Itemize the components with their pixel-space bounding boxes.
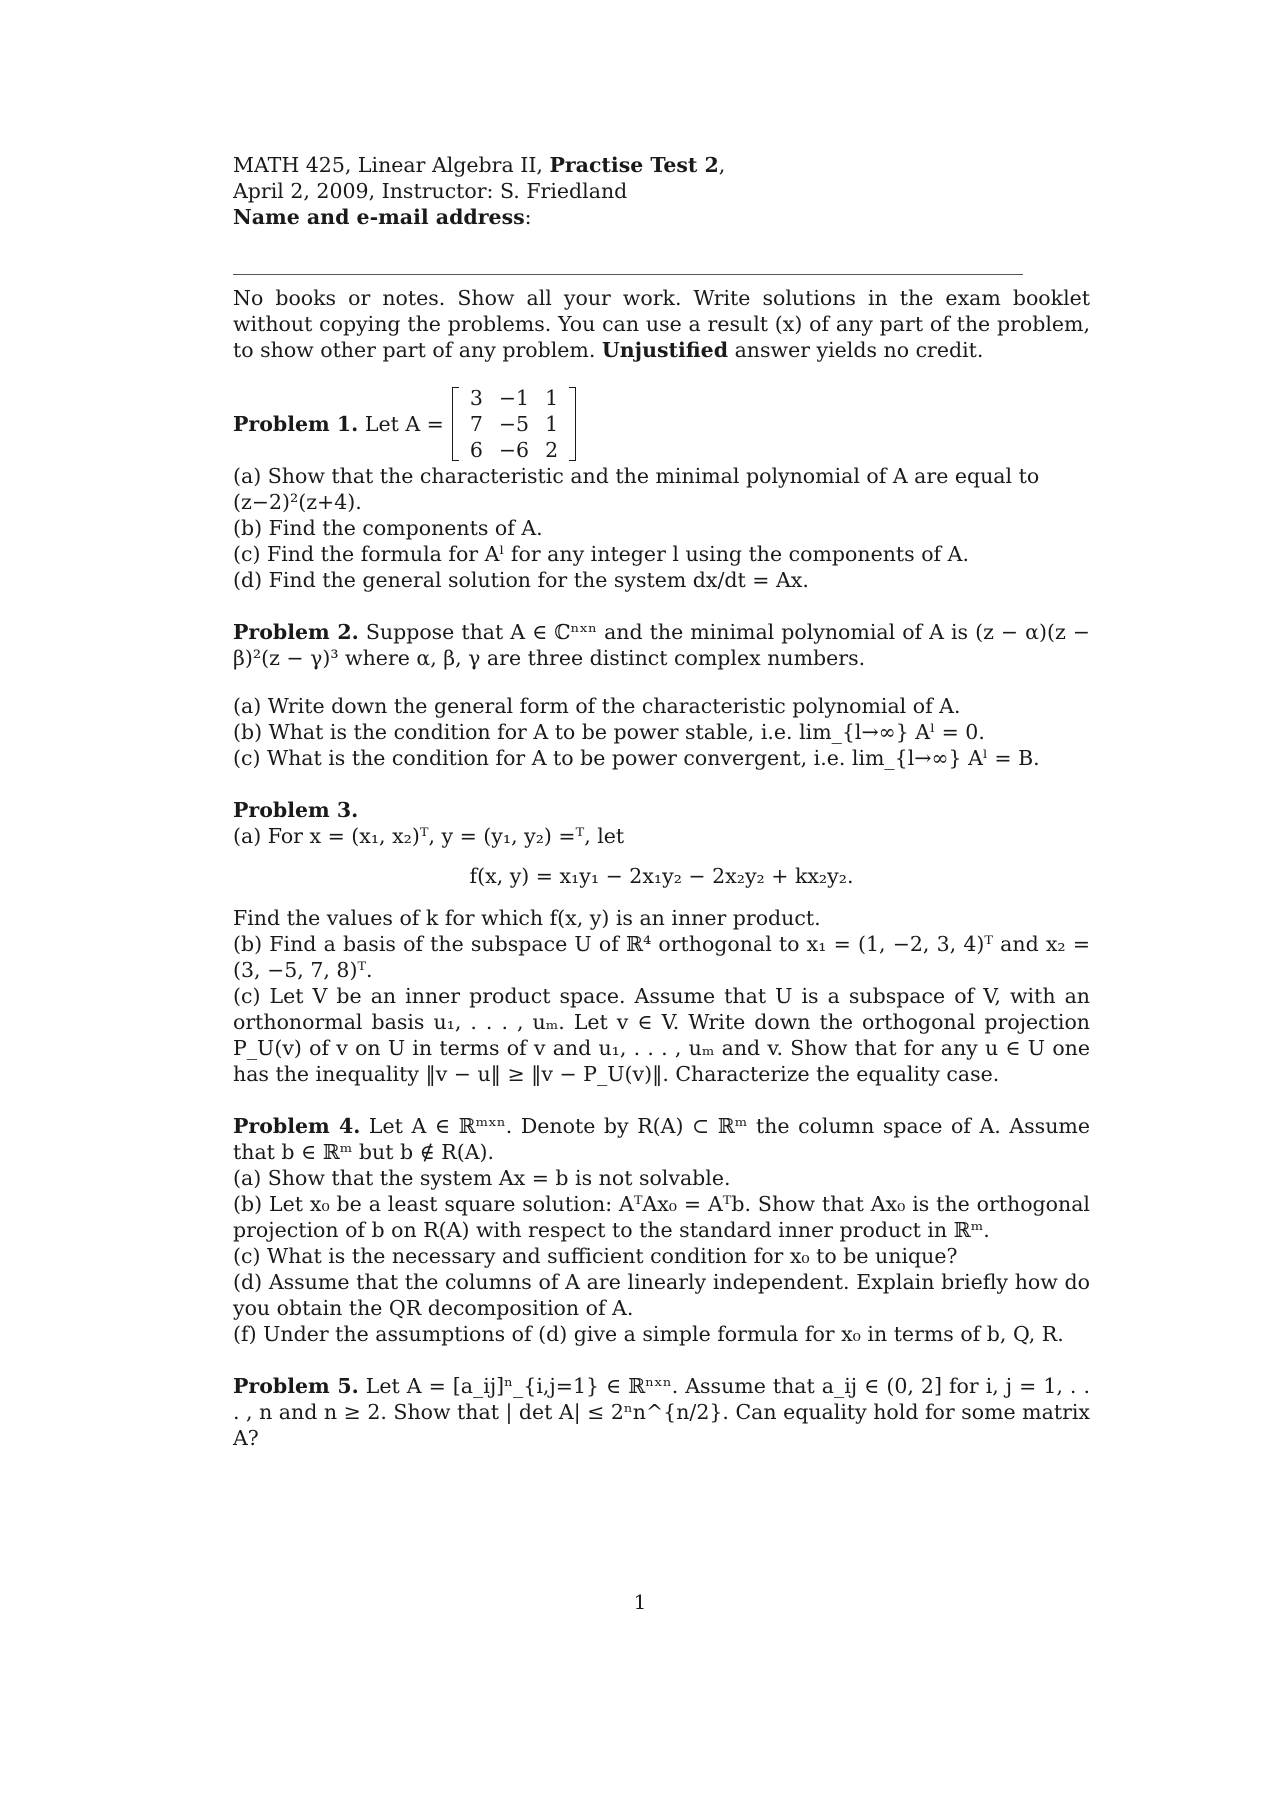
name-email-line: Name and e-mail address: bbox=[233, 205, 532, 229]
matrix-a bbox=[452, 385, 576, 463]
problem-5: Problem 5. Let A = [a_ij]ⁿ_{i,j=1} ∈ ℝⁿˣⁿ. Assume that a_ij ∈ (0, 2] for i, j = 1, . . . , n and n ≥ 2. Show that | det A| ≤ 2ⁿn^{n/2}. Can equality hold for some matrix A? bbox=[233, 1374, 1090, 1450]
page-number: 1 bbox=[633, 1590, 647, 1614]
problem-4b: (b) Let x₀ be a least square solution: AᵀAx₀ = Aᵀb. Show that Ax₀ is the orthogonal projection of b on R(A) with respect to the standard inner product in ℝᵐ. bbox=[233, 1192, 1090, 1242]
problem-3-heading: Problem 3. bbox=[233, 798, 359, 822]
answer-line bbox=[233, 274, 1023, 275]
problem-2: Problem 2. Suppose that A ∈ ℂⁿˣⁿ and the minimal polynomial of A is (z − α)(z − β)²(z − γ)³ where α, β, γ are three distinct complex numbers. (a) Write down the general form of the characteristic polynomial of A. (b) What is the condition for A to be power stable, i.e. lim_{l→∞} Aˡ = 0. (c) What is the condition for A to be power convergent, i.e. lim_{l→∞} Aˡ = B. bbox=[233, 620, 1090, 770]
exam-page bbox=[233, 152, 1090, 1451]
problem-4d: (d) Assume that the columns of A are linearly independent. Explain briefly how do you obtain the QR decomposition of A. bbox=[233, 1270, 1090, 1320]
instructions: No books or notes. Show all your work. Write solutions in the exam booklet without copying the problems. You can use a result (x) of any part of the problem, to show other part of any problem. Unjustified answer yields no credit. bbox=[233, 286, 1090, 362]
problem-3a-intro: (a) For x = (x₁, x₂)ᵀ, y = (y₁, y₂) =ᵀ, let bbox=[233, 824, 625, 848]
problem-2a: (a) Write down the general form of the characteristic polynomial of A. bbox=[233, 694, 961, 718]
exam-header bbox=[233, 152, 1090, 230]
problem-3b: (b) Find a basis of the subspace U of ℝ⁴ orthogonal to x₁ = (1, −2, 3, 4)ᵀ and x₂ = (3, −5, 7, 8)ᵀ. bbox=[233, 932, 1090, 982]
problem-1 bbox=[233, 385, 1090, 593]
course-line: MATH 425, Linear Algebra II, Practise Test 2, bbox=[233, 153, 726, 177]
problem-4-heading: Problem 4. bbox=[233, 1114, 361, 1138]
problem-4c: (c) What is the necessary and sufficient condition for x₀ to be unique? bbox=[233, 1244, 958, 1268]
problem-1-heading: Problem 1. bbox=[233, 412, 359, 436]
problem-4: Problem 4. Let A ∈ ℝᵐˣⁿ. Denote by R(A) ⊂ ℝᵐ the column space of A. Assume that b ∈ ℝᵐ but b ∉ R(A). (a) Show that the system Ax = b is not solvable. (b) Let x₀ be a least square solution: AᵀAx₀ = Aᵀb. Show that Ax₀ is the orthogonal projection of b on R(A) with respect to the standard inner product in ℝᵐ. (c) What is the necessary and sufficient condition for x₀ to be unique? (d) Assume that the columns of A are linearly independent. Explain briefly how do you obtain the QR decomposition of A. (f) Under the assumptions of (d) give a simple formula for x₀ in terms of b, Q, R. bbox=[233, 1114, 1090, 1346]
problem-2b: (b) What is the condition for A to be power stable, i.e. lim_{l→∞} Aˡ = 0. bbox=[233, 720, 985, 744]
problem-3c: (c) Let V be an inner product space. Assume that U is a subspace of V, with an orthonormal basis u₁, . . . , uₘ. Let v ∈ V. Write down the orthogonal projection P_U(v) of v on U in terms of v and u₁, . . . , uₘ and v. Show that for any u ∈ U one has the inequality ‖v − u‖ ≥ ‖v − P_U(v)‖. Characterize the equality case. bbox=[233, 984, 1090, 1086]
problem-2-heading: Problem 2. bbox=[233, 620, 359, 644]
problem-1d: (d) Find the general solution for the system dx/dt = Ax. bbox=[233, 568, 809, 592]
problem-1c: (c) Find the formula for Aˡ for any integer l using the components of A. bbox=[233, 542, 969, 566]
matrix-row: 6 −6 2 bbox=[469, 438, 559, 462]
problem-1b: (b) Find the components of A. bbox=[233, 516, 543, 540]
matrix-row: 7 −5 1 bbox=[469, 412, 559, 436]
problem-2c: (c) What is the condition for A to be power convergent, i.e. lim_{l→∞} Aˡ = B. bbox=[233, 746, 1040, 770]
problem-1-statement: Problem 1. Let A = 3 −1 1 7 −5 1 6 −6 2 bbox=[233, 385, 1090, 463]
problem-4a: (a) Show that the system Ax = b is not solvable. bbox=[233, 1166, 731, 1190]
matrix-row: 3 −1 1 bbox=[469, 386, 559, 410]
problem-3 bbox=[233, 797, 1090, 1087]
problem-4f: (f) Under the assumptions of (d) give a simple formula for x₀ in terms of b, Q, R. bbox=[233, 1322, 1064, 1346]
inner-product-formula: f(x, y) = x₁y₁ − 2x₁y₂ − 2x₂y₂ + kx₂y₂. bbox=[469, 864, 854, 888]
test-title: Practise Test 2 bbox=[549, 153, 719, 177]
problem-5-heading: Problem 5. bbox=[233, 1374, 359, 1398]
problem-3a-find: Find the values of k for which f(x, y) is an inner product. bbox=[233, 906, 821, 930]
date-instructor-line: April 2, 2009, Instructor: S. Friedland bbox=[233, 179, 628, 203]
problem-1a: (a) Show that the characteristic and the minimal polynomial of A are equal to (z−2)²(z+4). bbox=[233, 464, 1040, 514]
